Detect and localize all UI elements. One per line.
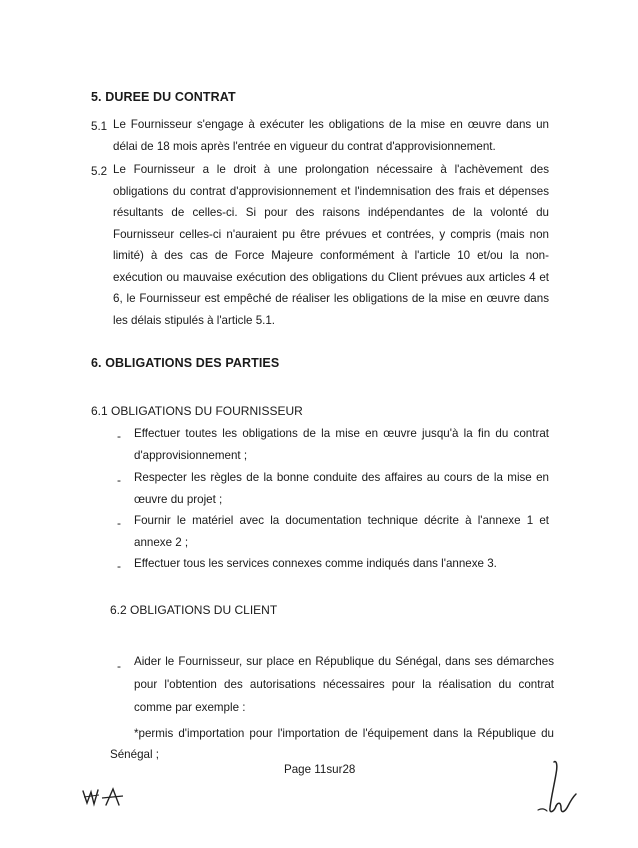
bullet-dash: - (117, 429, 121, 443)
obligation-item-4: Effectuer tous les services connexes comme indiqués dans l'annexe 3. (134, 557, 497, 570)
bullet-dash: - (117, 559, 121, 573)
bullet-dash: - (117, 659, 121, 673)
clause-5-2-number: 5.2 (91, 165, 108, 178)
obligation-item-2: Respecter les règles de la bonne conduite des affaires au cours de la mise en œuvre du projet ; (134, 471, 549, 506)
clause-5-2-text: Le Fournisseur a le droit à une prolongation nécessaire à l'achèvement des obligations du contrat d'approvisionnement et l'indemnisation des frais et dépenses résultants de celles-ci. Si pour des raisons indépendantes de la volonté du Fournisseur celles-ci n'auraient pu être prévues et contrées, y compris (mais non limité) à des cas de Force Majeure conformément à l'article 10 et/ou la non-exécution ou mauvaise exécution des obligations du Client prévues aux articles 4 et 6, le Fournisseur est empêché de réaliser les obligations de la mise en œuvre dans les délais stipulés à l'article 5.1. (113, 163, 549, 327)
section-5-heading: 5. DUREE DU CONTRAT (91, 90, 236, 104)
subsection-6-2-heading: 6.2 OBLIGATIONS DU CLIENT (110, 603, 278, 617)
subsection-6-1-heading: 6.1 OBLIGATIONS DU FOURNISSEUR (91, 404, 303, 418)
clause-5-1-text: Le Fournisseur s'engage à exécuter les obligations de la mise en œuvre dans un délai de 18 mois après l'entrée en vigueur du contrat d'approvisionnement. (113, 118, 549, 153)
left-initials-signature (80, 783, 130, 811)
client-obligation-item: Aider le Fournisseur, sur place en République du Sénégal, dans ses démarches pour l'obtention des autorisations nécessaires pour la réalisation du contrat comme par exemple : (134, 655, 554, 714)
obligation-item-1: Effectuer toutes les obligations de la mise en œuvre jusqu'à la fin du contrat d'approvisionnement ; (134, 427, 549, 462)
bullet-dash: - (117, 516, 121, 530)
page-number: Page 11sur28 (284, 763, 356, 776)
section-6-heading: 6. OBLIGATIONS DES PARTIES (91, 356, 280, 370)
right-initials-signature (534, 758, 578, 820)
bullet-dash: - (117, 473, 121, 487)
client-obligation-subitem: *permis d'importation pour l'importation de l'équipement dans la République du Sénégal ; (110, 727, 554, 761)
obligation-item-3: Fournir le matériel avec la documentation technique décrite à l'annexe 1 et annexe 2 ; (134, 514, 549, 549)
clause-5-1-number: 5.1 (91, 120, 108, 133)
